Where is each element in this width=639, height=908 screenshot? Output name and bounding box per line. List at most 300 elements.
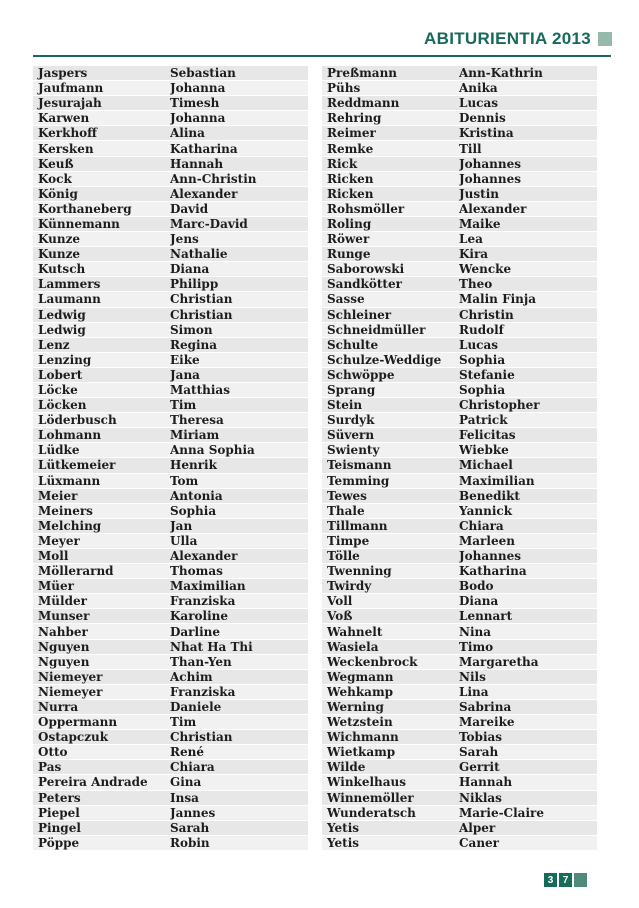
table-row — [33, 564, 308, 578]
first-name: Margaretha — [459, 654, 539, 669]
first-name: Nathalie — [170, 247, 228, 262]
page-number-box-2: 7 — [559, 873, 572, 887]
table-row — [33, 791, 308, 805]
last-name: Künnemann — [38, 216, 120, 231]
first-name: Katharina — [170, 141, 238, 156]
table-row — [322, 338, 597, 352]
last-name: Keuß — [38, 156, 74, 171]
table-row — [33, 640, 308, 654]
last-name: Winkelhaus — [327, 775, 407, 790]
last-name: Nguyen — [38, 639, 90, 654]
last-name: Korthaneberg — [38, 201, 132, 216]
last-name: Karwen — [38, 111, 90, 126]
last-name: Lenzing — [38, 352, 92, 367]
last-name: Ledwig — [38, 322, 86, 337]
table-row — [322, 187, 597, 201]
last-name: Pereira Andrade — [38, 775, 148, 790]
table-row — [322, 292, 597, 306]
last-name: Reddmann — [327, 96, 400, 111]
last-name: Ledwig — [38, 307, 86, 322]
last-name: Schwöppe — [327, 367, 395, 382]
table-row — [33, 413, 308, 427]
table-row — [322, 836, 597, 850]
table-row — [33, 730, 308, 744]
table-row — [33, 806, 308, 820]
table-row — [322, 202, 597, 216]
last-name: Rohsmöller — [327, 201, 405, 216]
first-name: Tim — [170, 398, 197, 413]
last-name: Meyer — [38, 533, 80, 548]
last-name: Wasiela — [327, 639, 379, 654]
first-name: Christian — [170, 292, 233, 307]
last-name: Tewes — [327, 488, 367, 503]
first-name: Mareike — [459, 715, 515, 730]
table-row — [322, 655, 597, 669]
last-name: Wilde — [327, 760, 366, 775]
table-row — [322, 624, 597, 638]
page-number-group — [544, 873, 587, 887]
last-name: Kerkhoff — [38, 126, 98, 141]
last-name: Schneidmüller — [327, 322, 426, 337]
first-name: Miriam — [170, 428, 220, 443]
first-name: Anna Sophia — [170, 443, 255, 458]
table-row — [33, 534, 308, 548]
last-name: Wichmann — [327, 730, 399, 745]
first-name: David — [170, 201, 209, 216]
last-name: Meiners — [38, 503, 93, 518]
table-row — [322, 760, 597, 774]
last-name: Schulze-Weddige — [327, 352, 442, 367]
first-name: Nhat Ha Thi — [170, 639, 253, 654]
table-row — [33, 685, 308, 699]
last-name: Saborowski — [327, 262, 405, 277]
last-name: Reimer — [327, 126, 376, 141]
first-name: Franziska — [170, 594, 236, 609]
last-name: Wunderatsch — [327, 805, 416, 820]
first-name: Diana — [170, 262, 210, 277]
first-name: Simon — [170, 322, 213, 337]
first-name: Daniele — [170, 699, 222, 714]
table-row — [33, 428, 308, 442]
first-name: Timesh — [170, 96, 220, 111]
last-name: Süvern — [327, 428, 375, 443]
first-name: Thomas — [170, 564, 223, 579]
first-name: Jan — [170, 518, 193, 533]
table-row — [322, 489, 597, 503]
last-name: Voß — [327, 609, 353, 624]
last-name: Lohmann — [38, 428, 102, 443]
table-row — [322, 443, 597, 457]
first-name: Christopher — [459, 398, 540, 413]
last-name: Timpe — [327, 533, 370, 548]
last-name: Wegmann — [327, 669, 394, 684]
table-row — [33, 775, 308, 789]
table-row — [322, 564, 597, 578]
first-name: Ann-Christin — [170, 171, 257, 186]
first-name: Anika — [459, 81, 498, 96]
last-name: Löcke — [38, 383, 78, 398]
table-row — [33, 308, 308, 322]
last-name: Twenning — [327, 564, 392, 579]
first-name: René — [170, 745, 204, 760]
last-name: Kutsch — [38, 262, 86, 277]
first-name: Theresa — [170, 413, 224, 428]
table-row — [33, 277, 308, 291]
table-row — [33, 474, 308, 488]
last-name: Lüxmann — [38, 473, 101, 488]
last-name: Nahber — [38, 624, 88, 639]
last-name: Nurra — [38, 699, 79, 714]
first-name: Matthias — [170, 383, 230, 398]
table-row — [322, 413, 597, 427]
first-name: Regina — [170, 337, 218, 352]
first-name: Sarah — [170, 820, 210, 835]
table-row — [33, 458, 308, 472]
table-row — [322, 745, 597, 759]
table-row — [33, 609, 308, 623]
first-name: Sophia — [459, 352, 506, 367]
first-name: Antonia — [170, 488, 223, 503]
first-name: Bodo — [459, 579, 494, 594]
first-name: Kristina — [459, 126, 514, 141]
last-name: Pas — [38, 760, 62, 775]
table-row — [33, 126, 308, 140]
table-row — [322, 504, 597, 518]
first-name: Rudolf — [459, 322, 504, 337]
table-row — [33, 368, 308, 382]
first-name: Diana — [459, 594, 499, 609]
first-name: Lennart — [459, 609, 513, 624]
first-name: Chiara — [170, 760, 215, 775]
table-row — [33, 579, 308, 593]
first-name: Maike — [459, 216, 501, 231]
table-row — [322, 383, 597, 397]
first-name: Ann-Kathrin — [459, 66, 543, 81]
last-name: Meier — [38, 488, 78, 503]
last-name: Lammers — [38, 277, 101, 292]
last-name: Niemeyer — [38, 669, 103, 684]
table-row — [33, 202, 308, 216]
last-name: Kock — [38, 171, 72, 186]
first-name: Henrik — [170, 458, 217, 473]
table-row — [322, 353, 597, 367]
first-name: Johannes — [459, 171, 522, 186]
first-name: Tim — [170, 715, 197, 730]
first-name: Wiebke — [459, 443, 509, 458]
last-name: Kunze — [38, 247, 81, 262]
table-row — [33, 262, 308, 276]
last-name: Twirdy — [327, 579, 372, 594]
first-name: Kira — [459, 247, 489, 262]
last-name: Yetis — [327, 820, 360, 835]
last-name: Laumann — [38, 292, 101, 307]
first-name: Alexander — [459, 201, 527, 216]
table-row — [33, 760, 308, 774]
table-row — [322, 458, 597, 472]
last-name: Lobert — [38, 367, 83, 382]
page-title: ABITURIENTIA 2013 — [424, 29, 591, 48]
table-row — [33, 383, 308, 397]
header-divider-rule — [33, 55, 611, 57]
page-number-box-1: 3 — [544, 873, 557, 887]
first-name: Michael — [459, 458, 513, 473]
table-row — [322, 217, 597, 231]
table-row — [322, 96, 597, 110]
first-name: Alper — [459, 820, 496, 835]
last-name: Jesurajah — [38, 96, 102, 111]
first-name: Karoline — [170, 609, 229, 624]
first-name: Alexander — [170, 186, 238, 201]
first-name: Christian — [170, 730, 233, 745]
first-name: Niklas — [459, 790, 502, 805]
last-name: Löderbusch — [38, 413, 117, 428]
table-row — [322, 277, 597, 291]
last-name: Ricken — [327, 171, 374, 186]
table-row — [322, 66, 597, 80]
last-name: Wehkamp — [327, 684, 394, 699]
table-row — [33, 323, 308, 337]
first-name: Yannick — [459, 503, 513, 518]
last-name: Tölle — [327, 549, 360, 564]
first-name: Johannes — [459, 156, 522, 171]
table-row — [322, 126, 597, 140]
table-row — [33, 172, 308, 186]
last-name: Rick — [327, 156, 358, 171]
last-name: Ricken — [327, 186, 374, 201]
table-row — [322, 640, 597, 654]
last-name: Sasse — [327, 292, 365, 307]
graduate-name-list — [33, 66, 597, 851]
table-row — [33, 504, 308, 518]
first-name: Justin — [459, 186, 499, 201]
table-row — [322, 715, 597, 729]
table-row — [33, 232, 308, 246]
first-name: Robin — [170, 835, 210, 850]
first-name: Marie-Claire — [459, 805, 544, 820]
last-name: Peters — [38, 790, 81, 805]
first-name: Darline — [170, 624, 220, 639]
last-name: Weckenbrock — [327, 654, 418, 669]
last-name: Löcken — [38, 398, 87, 413]
table-row — [322, 534, 597, 548]
table-row — [322, 670, 597, 684]
first-name: Johanna — [170, 111, 226, 126]
first-name: Stefanie — [459, 367, 515, 382]
first-name: Christian — [170, 307, 233, 322]
first-name: Hannah — [170, 156, 224, 171]
first-name: Marleen — [459, 533, 515, 548]
table-row — [33, 594, 308, 608]
table-row — [322, 579, 597, 593]
last-name: Kunze — [38, 232, 81, 247]
first-name: Malin Finja — [459, 292, 536, 307]
first-name: Sophia — [459, 383, 506, 398]
last-name: Ostapczuk — [38, 730, 109, 745]
first-name: Ulla — [170, 533, 198, 548]
table-row — [33, 670, 308, 684]
first-name: Nina — [459, 624, 492, 639]
first-name: Felicitas — [459, 428, 516, 443]
first-name: Achim — [170, 669, 213, 684]
first-name: Patrick — [459, 413, 508, 428]
table-row — [322, 806, 597, 820]
first-name: Christin — [459, 307, 514, 322]
table-row — [322, 172, 597, 186]
table-row — [322, 141, 597, 155]
first-name: Lucas — [459, 337, 498, 352]
table-row — [322, 247, 597, 261]
last-name: Runge — [327, 247, 371, 262]
page-number-accent-square — [574, 873, 587, 887]
last-name: Werning — [327, 699, 384, 714]
last-name: Pühs — [327, 81, 361, 96]
last-name: Pöppe — [38, 835, 80, 850]
table-row — [322, 157, 597, 171]
last-name: Teismann — [327, 458, 392, 473]
table-row — [322, 474, 597, 488]
first-name: Till — [459, 141, 482, 156]
last-name: König — [38, 186, 78, 201]
last-name: Niemeyer — [38, 684, 103, 699]
last-name: Schulte — [327, 337, 379, 352]
table-row — [33, 338, 308, 352]
first-name: Sarah — [459, 745, 499, 760]
name-column-left — [33, 66, 308, 851]
last-name: Voll — [327, 594, 353, 609]
last-name: Schleiner — [327, 307, 392, 322]
table-row — [322, 685, 597, 699]
first-name: Johanna — [170, 81, 226, 96]
table-row — [33, 141, 308, 155]
page-header — [424, 29, 612, 49]
table-row — [33, 157, 308, 171]
table-row — [322, 111, 597, 125]
table-row — [322, 398, 597, 412]
first-name: Tom — [170, 473, 199, 488]
first-name: Gina — [170, 775, 202, 790]
last-name: Sandkötter — [327, 277, 402, 292]
last-name: Möllerarnd — [38, 564, 114, 579]
first-name: Lina — [459, 684, 489, 699]
first-name: Insa — [170, 790, 199, 805]
first-name: Chiara — [459, 518, 504, 533]
table-row — [322, 519, 597, 533]
last-name: Oppermann — [38, 715, 118, 730]
last-name: Temming — [327, 473, 390, 488]
first-name: Jannes — [170, 805, 216, 820]
last-name: Otto — [38, 745, 68, 760]
table-row — [33, 247, 308, 261]
last-name: Moll — [38, 549, 69, 564]
last-name: Lenz — [38, 337, 70, 352]
table-row — [322, 730, 597, 744]
first-name: Gerrit — [459, 760, 500, 775]
last-name: Thale — [327, 503, 365, 518]
last-name: Roling — [327, 216, 372, 231]
first-name: Philipp — [170, 277, 219, 292]
first-name: Katharina — [459, 564, 527, 579]
last-name: Melching — [38, 518, 102, 533]
table-row — [33, 700, 308, 714]
first-name: Sebastian — [170, 66, 236, 81]
table-row — [322, 308, 597, 322]
table-row — [33, 715, 308, 729]
table-row — [322, 609, 597, 623]
first-name: Franziska — [170, 684, 236, 699]
last-name: Wetzstein — [327, 715, 393, 730]
table-row — [322, 791, 597, 805]
last-name: Tillmann — [327, 518, 388, 533]
last-name: Swienty — [327, 443, 380, 458]
last-name: Pingel — [38, 820, 81, 835]
first-name: Marc-David — [170, 216, 248, 231]
first-name: Jana — [170, 367, 200, 382]
first-name: Sabrina — [459, 699, 512, 714]
last-name: Winnemöller — [327, 790, 414, 805]
first-name: Timo — [459, 639, 494, 654]
last-name: Lüdke — [38, 443, 80, 458]
last-name: Stein — [327, 398, 363, 413]
table-row — [33, 187, 308, 201]
last-name: Mülder — [38, 594, 87, 609]
table-row — [33, 111, 308, 125]
first-name: Maximilian — [170, 579, 246, 594]
table-row — [33, 519, 308, 533]
first-name: Alina — [170, 126, 205, 141]
first-name: Nils — [459, 669, 486, 684]
last-name: Surdyk — [327, 413, 375, 428]
last-name: Sprang — [327, 383, 376, 398]
first-name: Johannes — [459, 549, 522, 564]
table-row — [33, 398, 308, 412]
last-name: Lütkemeier — [38, 458, 116, 473]
first-name: Benedikt — [459, 488, 520, 503]
last-name: Rehring — [327, 111, 382, 126]
table-row — [322, 594, 597, 608]
table-row — [322, 368, 597, 382]
last-name: Remke — [327, 141, 374, 156]
last-name: Nguyen — [38, 654, 90, 669]
table-row — [322, 323, 597, 337]
table-row — [322, 700, 597, 714]
last-name: Preßmann — [327, 66, 398, 81]
first-name: Tobias — [459, 730, 503, 745]
last-name: Röwer — [327, 232, 370, 247]
last-name: Kersken — [38, 141, 94, 156]
first-name: Theo — [459, 277, 493, 292]
table-row — [33, 489, 308, 503]
first-name: Hannah — [459, 775, 513, 790]
first-name: Dennis — [459, 111, 506, 126]
first-name: Wencke — [459, 262, 512, 277]
table-row — [322, 821, 597, 835]
first-name: Eike — [170, 352, 200, 367]
last-name: Jaufmann — [38, 81, 104, 96]
first-name: Lucas — [459, 96, 498, 111]
first-name: Caner — [459, 835, 500, 850]
table-row — [33, 624, 308, 638]
first-name: Lea — [459, 232, 483, 247]
table-row — [33, 549, 308, 563]
table-row — [322, 232, 597, 246]
name-column-right — [322, 66, 597, 851]
table-row — [33, 292, 308, 306]
first-name: Than-Yen — [170, 654, 232, 669]
table-row — [322, 81, 597, 95]
first-name: Jens — [170, 232, 199, 247]
table-row — [322, 775, 597, 789]
last-name: Wietkamp — [327, 745, 396, 760]
